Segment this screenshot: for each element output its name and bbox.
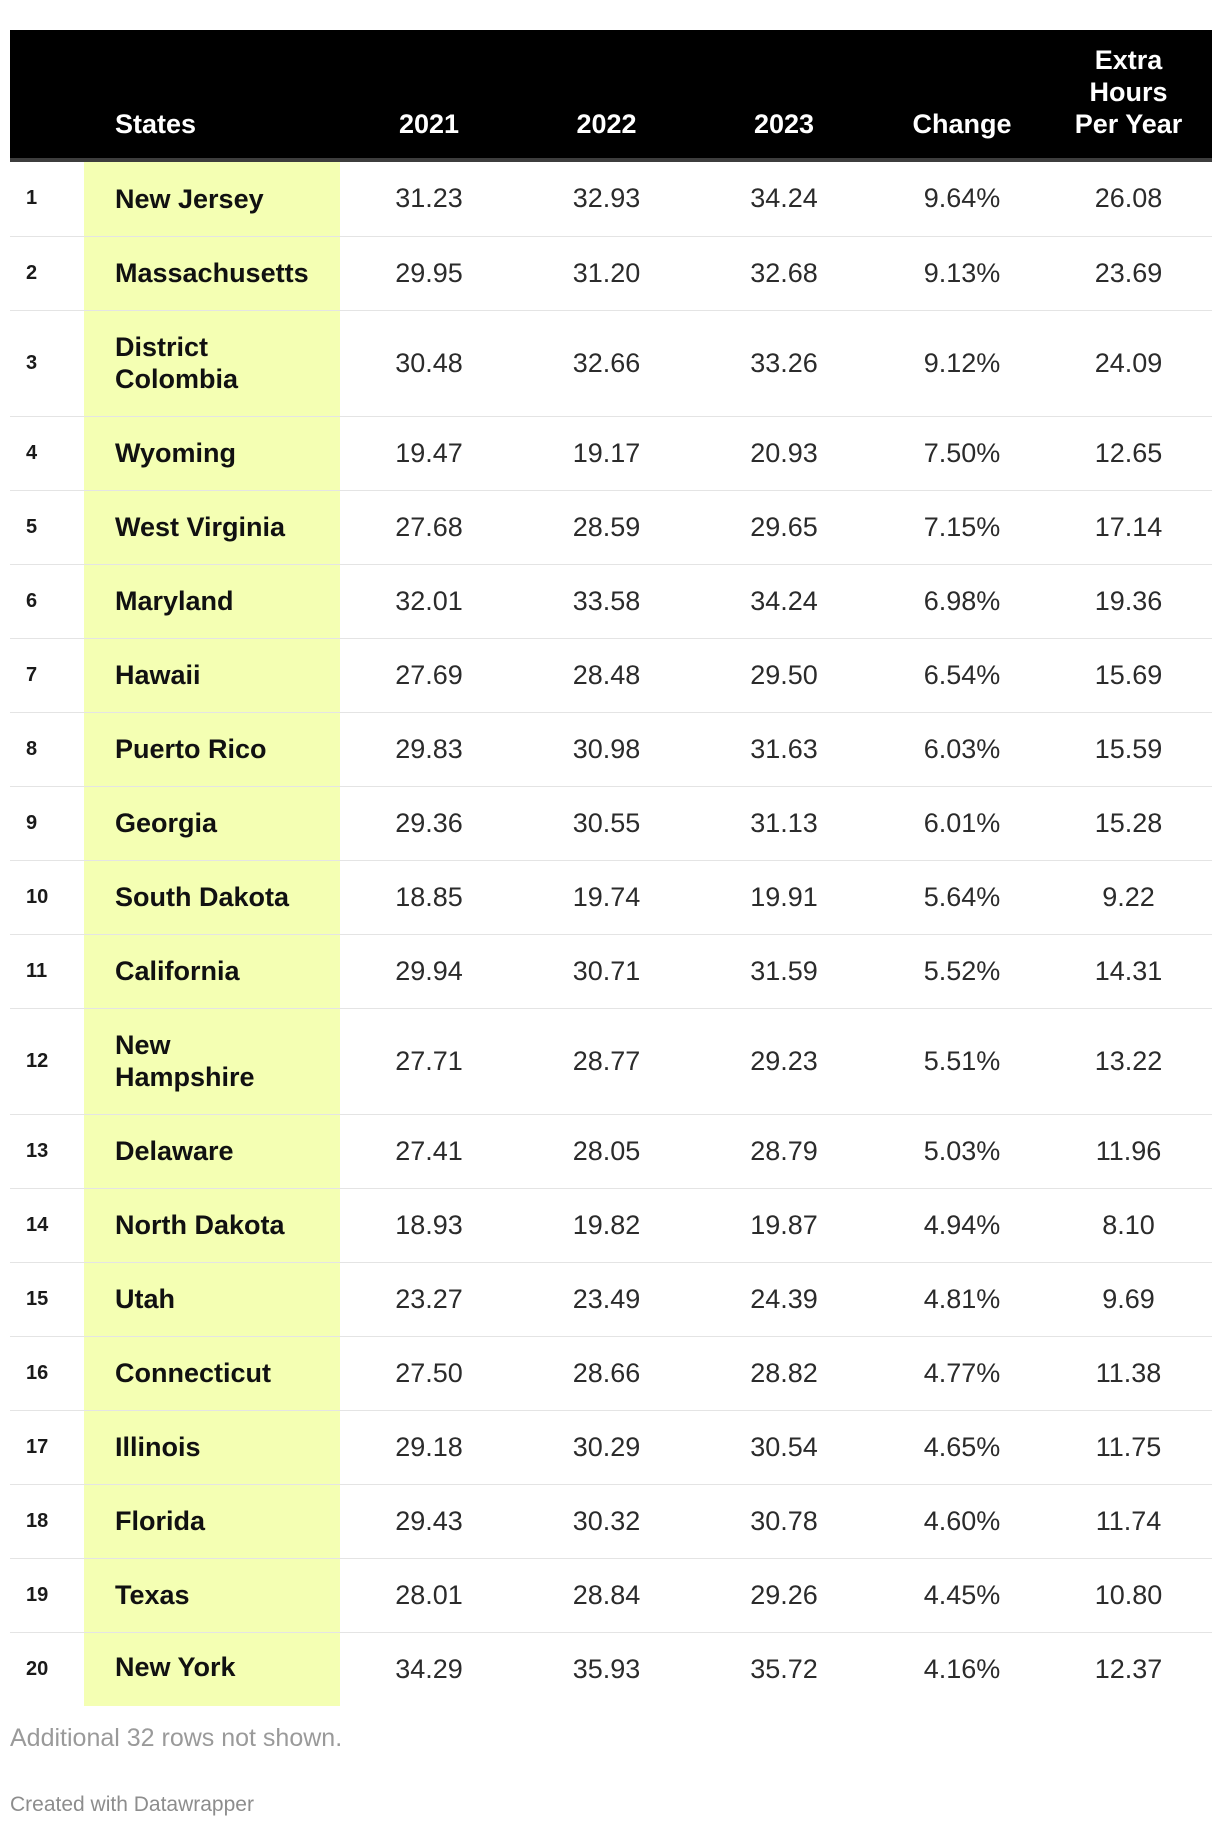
header-2022[interactable]: 2022: [576, 109, 637, 139]
header-extra-hours[interactable]: [1051, 30, 1212, 158]
table-row: [10, 1114, 1212, 1188]
rank-cell: 17: [26, 1435, 49, 1458]
value-2023-cell: 31.59: [750, 955, 818, 986]
state-name-line1: West Virginia: [115, 512, 286, 542]
extra-hours-cell: 23.69: [1094, 257, 1163, 288]
value-2021-cell: 34.29: [395, 1653, 463, 1684]
header-row: [10, 30, 1212, 158]
state-name-line1: Georgia: [115, 808, 218, 838]
value-2022-cell: 30.55: [572, 807, 641, 838]
state-cell: [84, 934, 340, 1008]
extra-hours-cell: 12.65: [1094, 437, 1163, 468]
value-2021-cell: 18.85: [395, 881, 463, 912]
rank-cell: 16: [26, 1361, 49, 1384]
change-cell: 6.98%: [923, 585, 1001, 616]
rank-cell: 15: [26, 1287, 49, 1310]
value-2022-cell: 30.29: [572, 1431, 641, 1462]
state-cell: [84, 786, 340, 860]
value-2022-cell: 30.71: [572, 955, 641, 986]
table-row: [10, 236, 1212, 310]
value-2021-cell: 29.94: [395, 955, 463, 986]
value-2021-cell: 31.23: [395, 183, 463, 214]
rank-cell: 18: [26, 1509, 49, 1532]
state-name-line1: Massachusetts: [115, 258, 309, 288]
state-cell: [84, 638, 340, 712]
extra-hours-cell: 11.75: [1095, 1431, 1162, 1462]
value-2021-cell: 27.50: [395, 1357, 463, 1388]
value-2023-cell: 35.72: [750, 1653, 818, 1684]
table-row: [10, 786, 1212, 860]
state-cell: [84, 162, 340, 236]
value-2021-cell: 19.47: [395, 437, 463, 468]
value-2021-cell: 27.68: [395, 511, 463, 542]
state-cell: [84, 1558, 340, 1632]
value-2023-cell: 34.24: [750, 585, 818, 616]
rank-cell: 6: [26, 589, 38, 612]
table-row: [10, 1336, 1212, 1410]
extra-hours-cell: 10.80: [1094, 1579, 1163, 1610]
value-2023-cell: 29.23: [750, 1045, 818, 1076]
table-row: [10, 638, 1212, 712]
change-cell: 4.45%: [923, 1579, 1001, 1610]
state-cell: [84, 1008, 340, 1114]
state-name-line1: Texas: [115, 1580, 190, 1610]
table-row: [10, 1558, 1212, 1632]
rank-cell: 7: [26, 663, 38, 686]
extra-hours-cell: 8.10: [1102, 1209, 1155, 1240]
state-cell: [84, 1188, 340, 1262]
value-2023-cell: 30.78: [750, 1505, 818, 1536]
header-extra-line2: Hours: [1089, 77, 1168, 107]
value-2023-cell: 33.26: [750, 347, 818, 378]
change-cell: 9.64%: [923, 183, 1001, 214]
value-2023-cell: 29.26: [750, 1579, 818, 1610]
extra-hours-cell: 15.59: [1094, 733, 1163, 764]
rank-cell: 3: [26, 351, 38, 374]
change-cell: 7.15%: [923, 511, 1001, 542]
state-cell: [84, 712, 340, 786]
extra-hours-cell: 17.14: [1094, 511, 1163, 542]
value-2023-cell: 24.39: [750, 1283, 818, 1314]
value-2022-cell: 30.98: [572, 733, 641, 764]
table-row: [10, 1632, 1212, 1706]
rank-cell: 4: [26, 441, 38, 464]
table-row: [10, 416, 1212, 490]
header-2023[interactable]: 2023: [753, 109, 815, 139]
change-cell: 5.03%: [923, 1135, 1001, 1166]
data-table: [10, 30, 1212, 1706]
value-2023-cell: 19.91: [750, 881, 818, 912]
change-cell: 4.94%: [923, 1209, 1001, 1240]
state-cell: [84, 490, 340, 564]
state-name-line1: South Dakota: [115, 882, 290, 912]
change-cell: 5.64%: [923, 881, 1001, 912]
value-2023-cell: 34.24: [750, 183, 818, 214]
value-2021-cell: 27.71: [395, 1045, 463, 1076]
rank-cell: 19: [26, 1583, 49, 1606]
state-cell: [84, 564, 340, 638]
table-row: [10, 564, 1212, 638]
state-name-line2: Hampshire: [115, 1062, 255, 1092]
state-cell: [84, 860, 340, 934]
header-rank[interactable]: [10, 30, 84, 158]
header-2021[interactable]: 2021: [398, 109, 460, 139]
value-2022-cell: 28.48: [572, 659, 641, 690]
rank-cell: 2: [26, 261, 38, 284]
change-cell: 4.81%: [923, 1283, 1001, 1314]
table-row: [10, 1008, 1212, 1114]
value-2023-cell: 20.93: [750, 437, 818, 468]
value-2023-cell: 28.82: [750, 1357, 818, 1388]
rank-cell: 10: [26, 885, 49, 908]
value-2021-cell: 29.95: [395, 257, 463, 288]
extra-hours-cell: 13.22: [1094, 1045, 1163, 1076]
state-cell: [84, 1336, 340, 1410]
change-cell: 7.50%: [923, 437, 1001, 468]
change-cell: 4.60%: [923, 1505, 1001, 1536]
state-cell: [84, 310, 340, 416]
value-2021-cell: 30.48: [395, 347, 463, 378]
table-row: [10, 162, 1212, 236]
value-2021-cell: 29.43: [395, 1505, 463, 1536]
state-name-line1: Delaware: [115, 1136, 234, 1166]
state-name-line1: Utah: [115, 1284, 175, 1314]
value-2022-cell: 30.32: [572, 1505, 641, 1536]
state-cell: [84, 1114, 340, 1188]
value-2022-cell: 32.93: [572, 183, 641, 214]
value-2022-cell: 33.58: [572, 585, 641, 616]
change-cell: 9.13%: [923, 257, 1001, 288]
table-row: [10, 712, 1212, 786]
value-2021-cell: 18.93: [395, 1209, 463, 1240]
value-2023-cell: 28.79: [750, 1135, 818, 1166]
value-2021-cell: 32.01: [395, 585, 463, 616]
datawrapper-credit: Created with Datawrapper: [10, 1793, 254, 1816]
value-2021-cell: 29.83: [395, 733, 463, 764]
value-2022-cell: 32.66: [572, 347, 641, 378]
state-name-line1: Connecticut: [115, 1358, 272, 1388]
extra-hours-cell: 12.37: [1094, 1653, 1163, 1684]
value-2021-cell: 27.41: [395, 1135, 463, 1166]
value-2022-cell: 31.20: [572, 257, 641, 288]
value-2023-cell: 30.54: [750, 1431, 818, 1462]
table-row: [10, 1188, 1212, 1262]
state-cell: [84, 1632, 340, 1706]
state-name-line1: Florida: [115, 1506, 206, 1536]
value-2021-cell: 29.18: [395, 1431, 463, 1462]
table-body: [10, 162, 1212, 1706]
extra-hours-cell: 15.28: [1094, 807, 1163, 838]
value-2022-cell: 28.05: [572, 1135, 641, 1166]
state-name-line1: North Dakota: [115, 1210, 285, 1240]
table-row: [10, 1262, 1212, 1336]
header-states[interactable]: States: [115, 109, 197, 139]
value-2022-cell: 28.84: [572, 1579, 641, 1610]
state-cell: [84, 1484, 340, 1558]
change-cell: 6.03%: [923, 733, 1001, 764]
value-2022-cell: 19.17: [572, 437, 641, 468]
table-row: [10, 1410, 1212, 1484]
state-name-line1: Puerto Rico: [115, 734, 267, 764]
value-2021-cell: 29.36: [395, 807, 463, 838]
extra-hours-cell: 24.09: [1094, 347, 1163, 378]
change-cell: 4.16%: [923, 1653, 1001, 1684]
state-name-line1: District: [115, 332, 209, 362]
table-row: [10, 934, 1212, 1008]
state-name-line1: Hawaii: [115, 660, 201, 690]
extra-hours-cell: 19.36: [1094, 585, 1163, 616]
state-name-line1: New Jersey: [115, 183, 264, 214]
value-2021-cell: 28.01: [395, 1579, 463, 1610]
change-cell: 6.01%: [923, 807, 1001, 838]
rank-cell: 1: [26, 187, 38, 210]
state-name-line1: Maryland: [115, 586, 234, 616]
extra-hours-cell: 14.31: [1094, 955, 1163, 986]
change-cell: 4.65%: [923, 1431, 1001, 1462]
extra-hours-cell: 15.69: [1094, 659, 1163, 690]
change-cell: 9.12%: [923, 347, 1001, 378]
value-2022-cell: 28.77: [572, 1045, 641, 1076]
value-2021-cell: 23.27: [395, 1283, 463, 1314]
extra-hours-cell: 11.96: [1095, 1135, 1162, 1166]
rank-cell: 8: [26, 737, 38, 760]
value-2022-cell: 28.66: [572, 1357, 641, 1388]
state-name-line1: Wyoming: [115, 438, 236, 468]
header-extra-line1: Extra: [1094, 45, 1163, 75]
value-2023-cell: 32.68: [750, 257, 818, 288]
state-cell: [84, 416, 340, 490]
state-name-line1: New York: [115, 1652, 236, 1683]
extra-hours-cell: 26.08: [1094, 183, 1163, 214]
state-cell: [84, 1262, 340, 1336]
rank-cell: 9: [26, 811, 38, 834]
value-2023-cell: 29.65: [750, 511, 818, 542]
change-cell: 4.77%: [923, 1357, 1001, 1388]
data-table-container: [10, 30, 1212, 1706]
table-row: [10, 1484, 1212, 1558]
state-name-line1: California: [115, 956, 240, 986]
header-change[interactable]: Change: [912, 109, 1012, 139]
state-cell: [84, 1410, 340, 1484]
state-cell: [84, 236, 340, 310]
value-2023-cell: 31.63: [750, 733, 818, 764]
value-2023-cell: 29.50: [750, 659, 818, 690]
value-2023-cell: 31.13: [750, 807, 818, 838]
value-2021-cell: 27.69: [395, 659, 463, 690]
state-name-line2: Colombia: [115, 364, 239, 394]
extra-hours-cell: 9.69: [1102, 1283, 1155, 1314]
header-extra-line3: Per Year: [1074, 109, 1183, 139]
state-name-line1: Illinois: [115, 1432, 201, 1462]
rank-cell: 11: [26, 959, 48, 982]
value-2022-cell: 23.49: [572, 1283, 641, 1314]
change-cell: 5.52%: [923, 955, 1001, 986]
change-cell: 5.51%: [923, 1045, 1001, 1076]
extra-hours-cell: 9.22: [1102, 881, 1155, 912]
table-row: [10, 860, 1212, 934]
table-header: [10, 30, 1212, 162]
table-row: [10, 310, 1212, 416]
rank-cell: 5: [26, 515, 38, 538]
table-row: [10, 490, 1212, 564]
extra-hours-cell: 11.38: [1095, 1357, 1162, 1388]
value-2022-cell: 28.59: [572, 511, 641, 542]
rank-cell: 14: [26, 1213, 49, 1236]
value-2023-cell: 19.87: [750, 1209, 818, 1240]
rank-cell: 13: [26, 1139, 49, 1162]
rank-cell: 12: [26, 1049, 49, 1072]
rows-hidden-note: Additional 32 rows not shown.: [10, 1724, 343, 1752]
extra-hours-cell: 11.74: [1095, 1505, 1162, 1536]
value-2022-cell: 19.82: [572, 1209, 641, 1240]
rank-cell: 20: [26, 1657, 49, 1680]
value-2022-cell: 35.93: [572, 1653, 641, 1684]
change-cell: 6.54%: [923, 659, 1001, 690]
value-2022-cell: 19.74: [572, 881, 641, 912]
state-name-line1: New: [115, 1030, 171, 1060]
